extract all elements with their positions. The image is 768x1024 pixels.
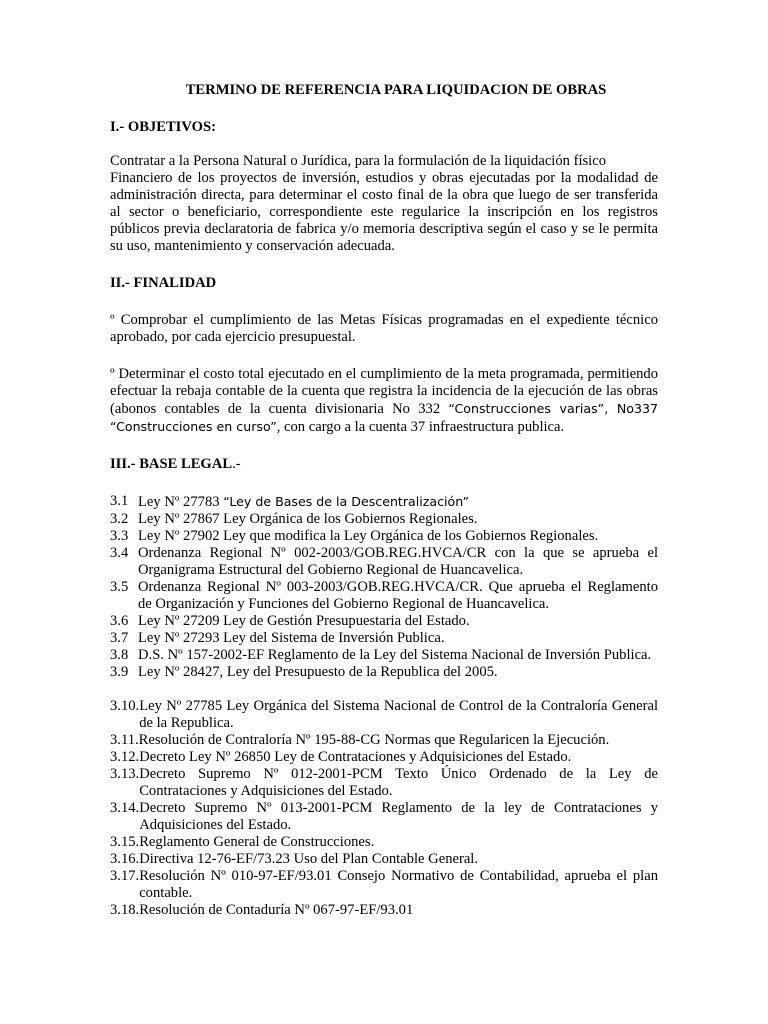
legal-item-text [139,902,658,919]
legal-item-text [139,732,658,749]
legal-item-main-text: Ley Nº 28427, Ley del Presupuesto de la Republica del 2005. [138,664,498,680]
legal-item-main-text: D.S. Nº 157-2002-EF Reglamento de la Ley del Sistema Nacional de Inversión Publica. [138,647,652,663]
legal-item-number: 3.13. [110,766,140,782]
document-title: TERMINO DE REFERENCIA PARA LIQUIDACION DE OBRAS [185,82,607,98]
legal-item-text [138,493,658,511]
legal-item-text [138,630,658,647]
legal-list-item [110,528,658,545]
legal-item-main-text: Ley Nº 27293 Ley del Sistema de Inversión Publica. [138,630,445,646]
section-heading-base-legal [110,456,658,473]
legal-item-text [139,800,658,834]
legal-item-main-text: Resolución de Contaduría Nº 067-97-EF/93.01 [139,902,414,918]
legal-list-a [110,493,658,681]
section-heading-objetivos: I.- OBJETIVOS: [110,119,216,135]
legal-item-main-text: Ley Nº 27902 Ley que modifica la Ley Orgánica de los Gobiernos Regionales. [138,528,599,544]
legal-item-number: 3.11. [110,732,139,748]
legal-list-item [110,511,658,528]
finalidad-p2-accounts: “Construcciones varias”, No337 “Construcciones en curso” [110,401,658,434]
legal-list-item [110,732,658,749]
legal-item-text [139,698,658,732]
legal-list-item [110,766,658,800]
legal-item-number: 3.10. [110,698,140,714]
objetivos-paragraph [110,153,658,255]
legal-list-item [110,630,658,647]
finalidad-p2-text-c: , con cargo a la cuenta 37 infraestructura publica. [276,419,565,435]
legal-item-number: 3.4 [110,545,129,561]
objetivos-body: Financiero de los proyectos de inversión, estudios y obras ejecutadas por la modalidad de administración directa, para determinar el costo final de la obra que luego de ser transferida al sector o beneficiario, correspondiente este regularice la inscripción en los registros públicos previa declaratoria de fabrica y/o memoria descriptiva según el caso y se le permita su uso, mantenimiento y conservación adecuada. [110,170,658,254]
legal-list-item [110,698,658,732]
legal-item-main-text: Decreto Supremo Nº 012-2001-PCM Texto Único Ordenado de la Ley de Contrataciones y Adquisiciones del Estado. [139,766,658,799]
legal-item-text [138,579,658,613]
legal-item-text [139,868,658,902]
legal-list-item [110,579,658,613]
legal-list-b [110,698,658,919]
legal-list-item [110,902,658,919]
legal-item-main-text: Resolución de Contraloría Nº 195-88-CG Normas que Regularicen la Ejecución. [138,732,610,748]
legal-list-item [110,647,658,664]
legal-list-item [110,800,658,834]
legal-item-text [139,851,658,868]
legal-list-item [110,868,658,902]
legal-item-main-text: Reglamento General de Construcciones. [139,834,375,850]
base-legal-heading-rest: .- [232,456,241,472]
legal-list-item [110,493,658,511]
objetivos-line1: Contratar a la Persona Natural o Jurídica, para la formulación de la liquidación físico [110,153,607,169]
legal-item-main-text: Ley Nº 27209 Ley de Gestión Presupuestaria del Estado. [138,613,470,629]
legal-item-number: 3.5 [110,579,129,595]
legal-item-main-text: Ordenanza Regional Nº 003-2003/GOB.REG.HVCA/CR. Que aprueba el Reglamento de Organización y Funciones del Gobierno Regional de Huancavelica. [138,579,658,612]
legal-item-number: 3.9 [110,664,129,680]
legal-item-main-text: Decreto Ley Nº 26850 Ley de Contrataciones y Adquisiciones del Estado. [139,749,572,765]
document-page [110,82,658,919]
legal-item-main-text: Ley Nº 27785 Ley Orgánica del Sistema Nacional de Control de la Contraloría General de la Republica. [139,698,658,731]
legal-item-main-text: Decreto Supremo Nº 013-2001-PCM Reglamento de la ley de Contrataciones y Adquisiciones del Estado. [139,800,658,833]
legal-item-number: 3.6 [110,613,129,629]
legal-item-number: 3.17. [110,868,140,884]
legal-item-text [139,834,658,851]
legal-item-number: 3.8 [110,647,129,663]
legal-item-number: 3.2 [110,511,129,527]
legal-item-number: 3.7 [110,630,129,646]
legal-item-text [138,511,658,528]
legal-item-text [139,749,658,766]
legal-item-number: 3.3 [110,528,129,544]
base-legal-heading-bold: III.- BASE LEGAL [110,456,233,472]
legal-list-item [110,851,658,868]
legal-list-item [110,834,658,851]
legal-item-text [138,664,658,681]
section-heading-finalidad: II.- FINALIDAD [110,275,217,291]
legal-item-number: 3.15. [110,834,140,850]
legal-list-item [110,545,658,579]
legal-item-number: 3.14. [110,800,140,816]
legal-item-number: 3.1 [110,493,129,509]
finalidad-paragraph-1: º Comprobar el cumplimiento de las Metas Físicas programadas en el expediente técnico aprobado, por cada ejercicio presupuestal. [110,312,658,345]
legal-item-main-text: Ley Nº 27867 Ley Orgánica de los Gobiernos Regionales. [138,511,478,527]
legal-item-text [138,528,658,545]
list-gap [110,681,658,698]
legal-item-number: 3.12. [110,749,140,765]
legal-item-number: 3.18. [110,902,140,918]
legal-item-main-text: Ley Nº 27783 [138,494,224,510]
legal-item-main-text: Ordenanza Regional Nº 002-2003/GOB.REG.HVCA/CR con la que se aprueba el Organigrama Estructural del Gobierno Regional de Huancavelica. [138,545,658,578]
legal-item-text [139,766,658,800]
finalidad-p2-text-a: º Determinar el costo total ejecutado en el cumplimiento de la meta programada, permitiendo efectuar la rebaja contable de la cuenta que registra la incidencia de la ejecución de las obras (abonos contables de la cuenta divisionaria No 332 [110,366,658,417]
legal-item-main-text: Resolución Nº 010-97-EF/93.01 Consejo Normativo de Contabilidad, aprueba el plan contable. [139,868,658,901]
legal-item-text [138,613,658,630]
legal-item-quoted-title: “Ley de Bases de la Descentralización” [223,494,470,509]
finalidad-paragraph-2 [110,366,658,436]
legal-list-item [110,664,658,681]
legal-item-text [138,647,658,664]
legal-item-main-text: Directiva 12-76-EF/73.23 Uso del Plan Contable General. [139,851,479,867]
legal-list-item [110,749,658,766]
legal-item-number: 3.16. [110,851,140,867]
legal-list-item [110,613,658,630]
legal-item-text [138,545,658,579]
